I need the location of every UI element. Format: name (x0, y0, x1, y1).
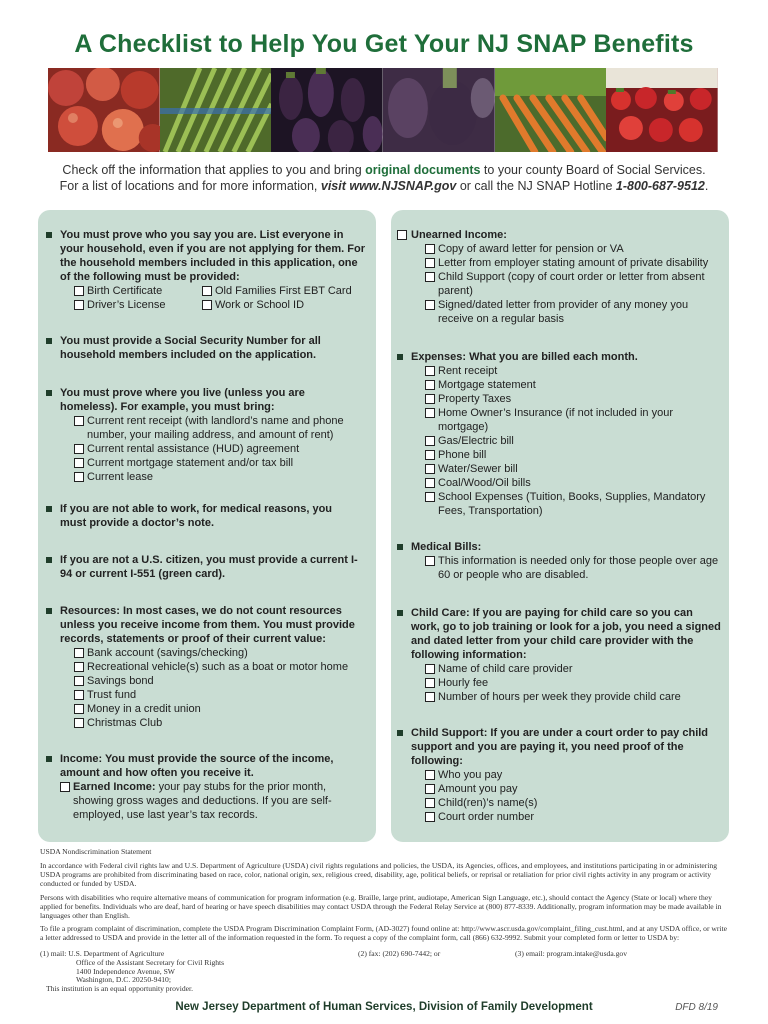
earned-income-item[interactable]: Earned Income: your pay stubs for the prior month, showing gross wages and deductions. If you are self-employed, use last year’s tax records. (46, 780, 364, 822)
unearned-income-checkbox[interactable]: Unearned Income: (397, 228, 723, 242)
checkbox-item[interactable]: Christmas Club (74, 716, 364, 730)
checkbox-icon[interactable] (74, 662, 84, 672)
checkbox-icon[interactable] (397, 230, 407, 240)
checkbox-icon[interactable] (74, 676, 84, 686)
checkbox-item[interactable]: Mortgage statement (425, 378, 723, 392)
asparagus-photo (160, 68, 272, 152)
child-care-section: Child Care: If you are paying for child care so you can work, go to job training or look for a job, you need a signed and dated letter from your child care provider with the following information: Name of child care provider Hourly fee Number of hours per week they provide child care (397, 606, 723, 704)
bullet-icon (46, 756, 52, 762)
checkbox-icon[interactable] (425, 436, 435, 446)
grapes-photo (383, 68, 495, 152)
nondiscrimination-paragraph-2: Persons with disabilities who require alternative means of communication for program information (e.g. Braille, large print, audiotape, American Sign Language, etc.), should contact the Agency (State or local) where they applied for benefits. Individuals who are deaf, hard of hearing or have speech disabilities may contact USDA through the Federal Relay Service at (800) 877-8339. Additionally, program information may be made available in languages other than English. (40, 893, 722, 920)
checkbox-item[interactable]: Number of hours per week they provide child care (425, 690, 723, 704)
checkbox-item[interactable]: This information is needed only for those people over age 60 or people who are disabled. (425, 554, 723, 582)
checkbox-icon[interactable] (425, 272, 435, 282)
checkbox-item[interactable]: Gas/Electric bill (425, 434, 723, 448)
checkbox-icon[interactable] (74, 416, 84, 426)
nondiscrimination-paragraph-1: In accordance with Federal civil rights law and U.S. Department of Agriculture (USDA) civil rights regulations and policies, the USDA, its Agencies, offices, and employees, and institutions participating in or administering USDA programs are prohibited from discriminating based on race, color, national origin, sex, religious creed, disability, age, political beliefs, or reprisal or retaliation for prior civil rights activity in any program or activity conducted or funded by USDA. (40, 861, 718, 888)
bullet-icon (46, 232, 52, 238)
citizenship-section: If you are not a U.S. citizen, you must provide a current I-94 or current I-551 (green card). (46, 553, 358, 581)
checkbox-icon[interactable] (74, 718, 84, 728)
footer-department: New Jersey Department of Human Services, Division of Family Development (175, 1001, 593, 1013)
checkbox-icon[interactable] (425, 300, 435, 310)
intro-text: Check off the information that applies to you and bring original documents to your county Board of Social Services. For a list of locations and for more information, visit www.NJSNAP.gov or call the NJ SNAP Hotline 1-800-687-9512. (59, 163, 709, 193)
checkbox-item[interactable]: Birth Certificate (74, 284, 202, 298)
checkbox-icon[interactable] (425, 408, 435, 418)
eggplant-photo (271, 68, 383, 152)
checkbox-item[interactable]: Current rental assistance (HUD) agreement (74, 442, 358, 456)
checkbox-icon[interactable] (425, 244, 435, 254)
checkbox-item[interactable]: Coal/Wood/Oil bills (425, 476, 723, 490)
equal-opportunity-statement: This institution is an equal opportunity provider. (46, 984, 194, 994)
mail-line-3: 1400 Independence Avenue, SW (76, 966, 175, 976)
checkbox-item[interactable]: School Expenses (Tuition, Books, Supplies, Mandatory Fees, Transportation) (425, 490, 723, 518)
checkbox-item[interactable]: Rent receipt (425, 364, 723, 378)
fax-line: (2) fax: (202) 690-7442; or (358, 949, 441, 958)
checkbox-item[interactable]: Money in a credit union (74, 702, 364, 716)
income-section: Income: You must provide the source of the income, amount and how often you receive it. Earned Income: your pay stubs for the prior month, showing gross wages and deductions. If you are self-employed, use last year’s tax records. (46, 752, 364, 822)
expenses-section: Expenses: What you are billed each month. Rent receipt Mortgage statement Property Taxes Home Owner’s Insurance (if not included in your mortgage) Gas/Electric bill Phone bill Water/Sewer bill Coal/Wood/Oil bills School Expenses (Tuition, Books, Supplies, Mandatory Fees, Transportation) (397, 350, 723, 518)
ssn-section: You must provide a Social Security Number for all household members included on the application. (46, 334, 358, 362)
checkbox-item[interactable]: Home Owner’s Insurance (if not included in your mortgage) (425, 406, 723, 434)
checkbox-item[interactable]: Old Families First EBT Card (202, 284, 362, 298)
bullet-icon (397, 730, 403, 736)
checkbox-item[interactable]: Who you pay (425, 768, 723, 782)
checkbox-item[interactable]: Child Support (copy of court order or letter from absent parent) (425, 270, 723, 298)
checkbox-icon[interactable] (74, 300, 84, 310)
checkbox-item[interactable]: Current lease (74, 470, 358, 484)
checkbox-item[interactable]: Court order number (425, 810, 723, 824)
bullet-icon (46, 338, 52, 344)
checkbox-icon[interactable] (74, 458, 84, 468)
bullet-icon (46, 506, 52, 512)
carrots-photo (495, 68, 607, 152)
produce-banner (48, 68, 718, 152)
page-title: A Checklist to Help You Get Your NJ SNAP Benefits (74, 30, 694, 58)
checkbox-item[interactable]: Driver’s License (74, 298, 202, 312)
checkbox-item[interactable]: Trust fund (74, 688, 364, 702)
child-support-section: Child Support: If you are under a court order to pay child support and you are paying it, you need proof of the following: Who you pay Amount you pay Child(ren)’s name(s) Court order number (397, 726, 723, 824)
checkbox-icon[interactable] (425, 556, 435, 566)
checkbox-item[interactable]: Phone bill (425, 448, 723, 462)
checkbox-icon[interactable] (74, 472, 84, 482)
mail-line-4: Washington, D.C. 20250-9410; (76, 975, 171, 985)
resources-section: Resources: In most cases, we do not count resources unless you receive income from them. You must provide records, statements or proof of their current value: Bank account (savings/checking) Recreational vehicle(s) such as a boat or motor home Savings bond Trust fund Money in a credit union Christmas Club (46, 604, 364, 730)
checkbox-item[interactable]: Bank account (savings/checking) (74, 646, 364, 660)
medical-note-section: If you are not able to work, for medical reasons, you must provide a doctor’s note. (46, 502, 358, 530)
checkbox-icon[interactable] (425, 798, 435, 808)
left-checklist-panel (38, 210, 376, 842)
bullet-icon (397, 610, 403, 616)
mail-line-2: Office of the Assistant Secretary for Civil Rights (76, 957, 225, 967)
bullet-icon (397, 544, 403, 550)
checkbox-icon[interactable] (60, 782, 70, 792)
checkbox-item[interactable]: Signed/dated letter from provider of any money you receive on a regular basis (425, 298, 723, 326)
checkbox-item[interactable]: Savings bond (74, 674, 364, 688)
checkbox-icon[interactable] (74, 444, 84, 454)
strawberries-photo (606, 68, 718, 152)
identity-section: You must prove who you say you are. List everyone in your household, even if you are not applying for them. For the household members included in this application, one of the following must be provided: Birth Certificate Driver’s License Old Families First EBT Card Work or School ID (46, 228, 366, 312)
mail-line-1: (1) mail: U.S. Department of Agriculture (40, 949, 165, 958)
checkbox-icon[interactable] (74, 704, 84, 714)
checkbox-icon[interactable] (202, 300, 212, 310)
checkbox-icon[interactable] (425, 380, 435, 390)
form-code: DFD 8/19 (675, 1002, 718, 1013)
checkbox-icon[interactable] (425, 366, 435, 376)
residence-section: You must prove where you live (unless you are homeless). For example, you must bring: Current rent receipt (with landlord’s name and phone number, your mailing address, and amount of rent) Current rental assistance (HUD) agreement Current mortgage statement and/or tax bill Current lease (46, 386, 358, 484)
checkbox-item[interactable]: Child(ren)’s name(s) (425, 796, 723, 810)
checkbox-icon[interactable] (425, 692, 435, 702)
right-checklist-panel (391, 210, 729, 842)
bullet-icon (46, 557, 52, 563)
checkbox-icon[interactable] (425, 258, 435, 268)
checkbox-icon[interactable] (425, 784, 435, 794)
checkbox-icon[interactable] (425, 770, 435, 780)
checkbox-icon[interactable] (425, 812, 435, 822)
checkbox-icon[interactable] (425, 664, 435, 674)
bullet-icon (46, 608, 52, 614)
checkbox-item[interactable]: Hourly fee (425, 676, 723, 690)
unearned-income-section (397, 228, 723, 326)
checkbox-icon[interactable] (425, 464, 435, 474)
checkbox-icon[interactable] (425, 678, 435, 688)
checkbox-item[interactable]: Amount you pay (425, 782, 723, 796)
checkbox-item[interactable]: Work or School ID (202, 298, 362, 312)
checkbox-icon[interactable] (425, 394, 435, 404)
checkbox-icon[interactable] (202, 286, 212, 296)
checkbox-icon[interactable] (425, 478, 435, 488)
checkbox-item[interactable]: Name of child care provider (425, 662, 723, 676)
checkbox-icon[interactable] (425, 492, 435, 502)
nondiscrimination-paragraph-3: To file a program complaint of discrimination, complete the USDA Program Discrimination Complaint Form, (AD-3027) found online at: http://www.ascr.usda.gov/complaint_filing_cust.html, and at any USDA office, or write a letter addressed to USDA and provide in the letter all of the information requested in the form. To request a copy of the complaint form, call (866) 632-9992. Submit your completed form or letter to USDA by: (40, 924, 728, 942)
checkbox-icon[interactable] (74, 286, 84, 296)
checkbox-icon[interactable] (425, 450, 435, 460)
bullet-icon (46, 390, 52, 396)
email-line: (3) email: program.intake@usda.gov (515, 949, 628, 958)
checkbox-item[interactable]: Current rent receipt (with landlord’s name and phone number, your mailing address, and amount of rent) (74, 414, 358, 442)
checkbox-item[interactable]: Recreational vehicle(s) such as a boat or motor home (74, 660, 364, 674)
checkbox-item[interactable]: Copy of award letter for pension or VA (425, 242, 723, 256)
checkbox-item[interactable]: Property Taxes (425, 392, 723, 406)
checkbox-item[interactable]: Water/Sewer bill (425, 462, 723, 476)
checkbox-item[interactable]: Current mortgage statement and/or tax bill (74, 456, 358, 470)
bullet-icon (397, 354, 403, 360)
nondiscrimination-heading: USDA Nondiscrimination Statement (40, 847, 152, 856)
medical-bills-section: Medical Bills: This information is needed only for those people over age 60 or people who are disabled. (397, 540, 723, 582)
checkbox-item[interactable]: Letter from employer stating amount of private disability (425, 256, 723, 270)
apples-photo (48, 68, 160, 152)
checkbox-icon[interactable] (74, 690, 84, 700)
checkbox-icon[interactable] (74, 648, 84, 658)
